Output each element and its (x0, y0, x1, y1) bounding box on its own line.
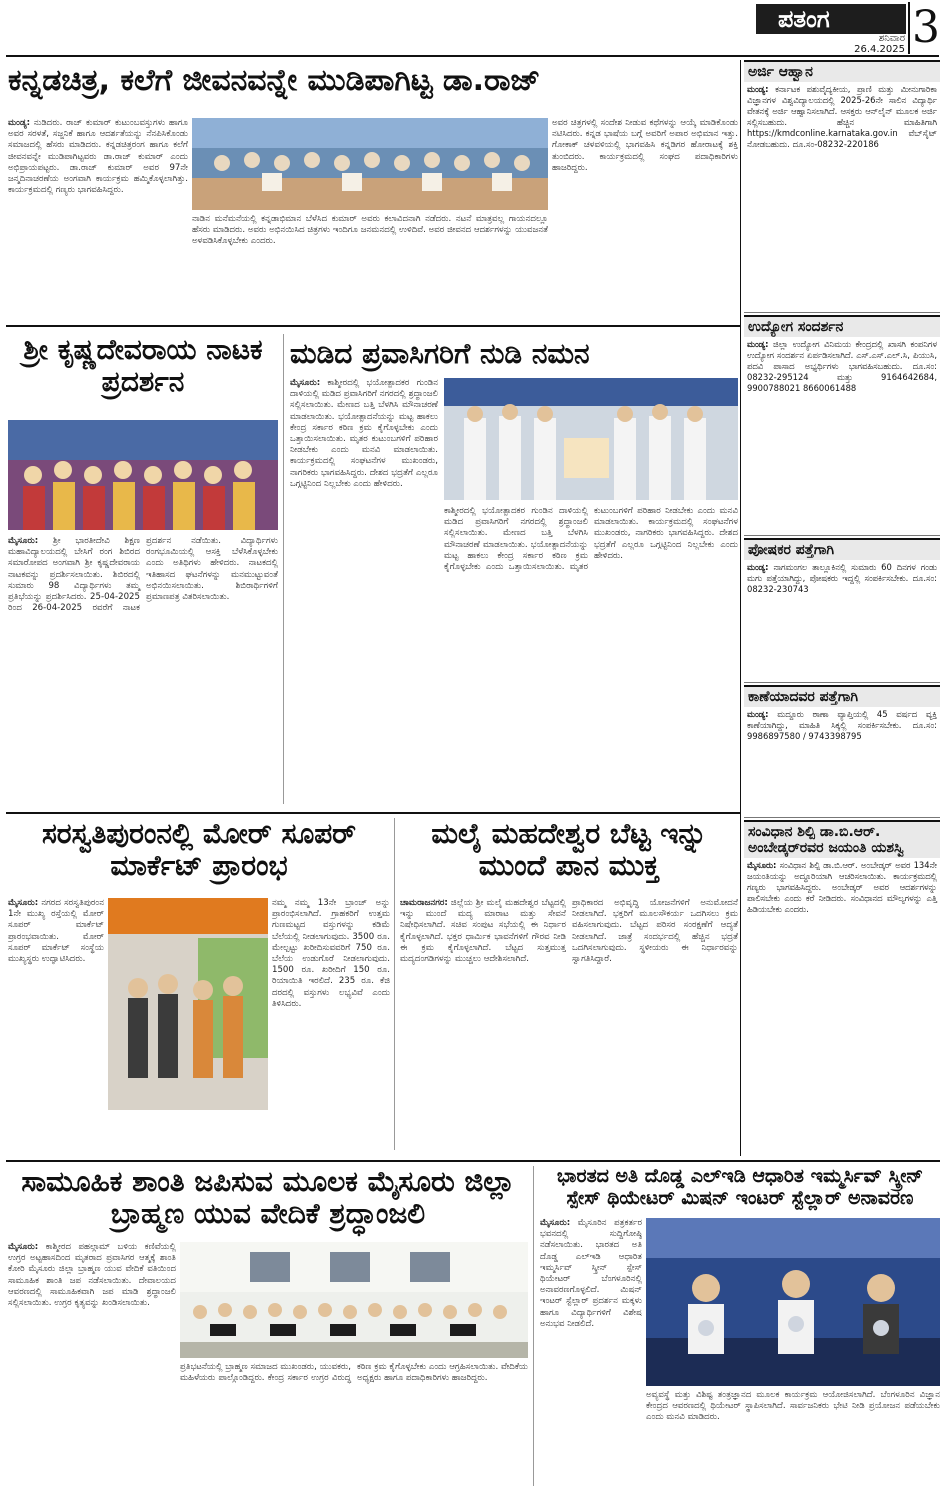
sidebar-item-dateline: ಮಂಡ್ಯ: (747, 339, 769, 349)
sidebar-item-missing (744, 685, 940, 815)
brahmana-photo (180, 1242, 528, 1358)
sidebar-item-body (744, 337, 940, 533)
migrants-photo (444, 378, 738, 500)
supermarket-body-left (8, 898, 104, 1150)
masthead-date (805, 33, 905, 55)
krishnadevaraya-body-text: ಶ್ರೀ ಭಾರತೀದೇವಿ ಶಿಕ್ಷಣ ಮಹಾವಿದ್ಯಾಲಯದಲ್ಲಿ ಬೇಸಿಗೆ ರಂಗ ಶಿಬಿರದ ಸಮಾರೋಪದ ಅಂಗವಾಗಿ ಶ್ರೀ ಕೃಷ್ಣದೇವರಾಯ ನಾಟಕವನ್ನು ಪ್ರದರ್ಶಿಸಲಾಯಿತು. ಶಿಬಿರದಲ್ಲಿ ಸುಮಾರು 98 ವಿದ್ಯಾರ್ಥಿಗಳು ತಮ್ಮ ಪ್ರತಿಭೆಯನ್ನು ಪ್ರದರ್ಶಿಸಿದರು. 25-04-2025 ರಿಂದ 26-04-2025 ರವರೆಗೆ ನಾಟಕ ಪ್ರದರ್ಶನ ನಡೆಯಿತು. ವಿದ್ಯಾರ್ಥಿಗಳು ರಂಗಭೂಮಿಯಲ್ಲಿ ಆಸಕ್ತಿ ಬೆಳೆಸಿಕೊಳ್ಳಬೇಕು ಎಂದು ಅತಿಥಿಗಳು ಹೇಳಿದರು. ನಾಟಕದಲ್ಲಿ ಇತಿಹಾಸದ ಘಟನೆಗಳನ್ನು ಮನಮುಟ್ಟುವಂತೆ ಅಭಿನಯಿಸಲಾಯಿತು. ಶಿಬಿರಾರ್ಥಿಗಳಿಗೆ ಪ್ರಮಾಣಪತ್ರ ವಿತರಿಸಲಾಯಿತು. (8, 536, 278, 614)
krishnadevaraya-body (8, 536, 278, 808)
raj-body-right: ಅವರ ಚಿತ್ರಗಳಲ್ಲಿ ಸಂದೇಶ ನೀಡುವ ಕಥೆಗಳನ್ನು ಆಯ್ಕೆ ಮಾಡಿಕೊಂಡು ನಟಿಸಿದರು. ಕನ್ನಡ ಭಾಷೆಯ ಬಗ್ಗೆ ಅವರಿಗೆ ಅಪಾರ ಅಭಿಮಾನ ಇತ್ತು. ಗೋಕಾಕ್ ಚಳವಳಿಯಲ್ಲಿ ಭಾಗವಹಿಸಿ ಕನ್ನಡಿಗರ ಹೋರಾಟಕ್ಕೆ ಶಕ್ತಿ ತುಂಬಿದರು. ಕಾರ್ಯಕ್ರಮದಲ್ಲಿ ಸಂಘದ ಪದಾಧಿಕಾರಿಗಳು ಹಾಜರಿದ್ದರು. (552, 118, 738, 173)
raj-headline: ಕನ್ನಡಚಿತ್ರ, ಕಲೆಗೆ ಜೀವನವನ್ನೇ ಮುಡಿಪಾಗಿಟ್ಟ ಡಾ.ರಾಜ್ (8, 63, 541, 98)
migrants-body-left (290, 378, 438, 808)
sidebar-item-title: ಅರ್ಜಿ ಆಹ್ವಾನ (744, 60, 940, 82)
migrants-dateline: ಮೈಸೂರು: (290, 378, 321, 388)
supermarket-photo (108, 898, 268, 1110)
migrants-headline: ಮಡಿದ ಪ್ರವಾಸಿಗರಿಗೆ ನುಡಿ ನಮನ (290, 337, 590, 370)
sidebar-item-body (744, 858, 940, 1096)
sidebar-item-dateline: ಮಂಡ್ಯ: (747, 84, 769, 94)
krishnadevaraya-headline: ಶ್ರೀ ಕೃಷ್ಣದೇವರಾಯ ನಾಟಕ ಪ್ರದರ್ಶನ (23, 333, 263, 399)
page-number: 3 (908, 2, 942, 54)
sidebar-item-text: ನಾಗಮಂಗಲ ತಾಲ್ಲೂಕಿನಲ್ಲಿ ಸುಮಾರು 60 ದಿನಗಳ ಗಂಡು ಮಗು ಪತ್ತೆಯಾಗಿದ್ದು, ಪೋಷಕರು ಇದ್ದಲ್ಲಿ ಸಂಪರ್ಕಿಸಬೇಕು. ದೂ.ಸಂ: 08232-230743 (747, 562, 937, 594)
sidebar-rule (740, 60, 741, 1156)
krishnadevaraya-photo (8, 420, 278, 530)
sidebar-item-text: ಸಂವಿಧಾನ ಶಿಲ್ಪಿ ಡಾ.ಬಿ.ಆರ್. ಅಂಬೇಡ್ಕರ್ ಅವರ 134ನೇ ಜಯಂತಿಯನ್ನು ಅದ್ಧೂರಿಯಾಗಿ ಆಚರಿಸಲಾಯಿತು. ಕಾರ್ಯಕ್ರಮದಲ್ಲಿ ಗಣ್ಯರು ಭಾಗವಹಿಸಿದ್ದರು. ಅಂಬೇಡ್ಕರ್ ಅವರ ಆದರ್ಶಗಳನ್ನು ಪಾಲಿಸಬೇಕು ಎಂದು ಕರೆ ನೀಡಿದರು. ಸಂವಿಧಾನದ ಮೌಲ್ಯಗಳನ್ನು ಎತ್ತಿ ಹಿಡಿಯಬೇಕು ಎಂದರು. (747, 860, 937, 914)
brahmana-body-left-text: ಕಾಶ್ಮೀರದ ಪಹಲ್ಗಾಮ್ ಬಳಿಯ ಕಣಿವೆಯಲ್ಲಿ ಉಗ್ರರ ಅಟ್ಟಹಾಸದಿಂದ ಮೃತರಾದ ಪ್ರವಾಸಿಗರ ಆತ್ಮಕ್ಕೆ ಶಾಂತಿ ಕೋರಿ ಮೈಸೂರು ಜಿಲ್ಲಾ ಬ್ರಾಹ್ಮಣ ಯುವ ವೇದಿಕೆ ವತಿಯಿಂದ ಸಾಮೂಹಿಕ ಶಾಂತಿ ಜಪ ನಡೆಸಲಾಯಿತು. ದೇವಾಲಯದ ಆವರಣದಲ್ಲಿ ಸಾಮೂಹಿಕವಾಗಿ ಜಪ ಮಾಡಿ ಶ್ರದ್ಧಾಂಜಲಿ ಸಲ್ಲಿಸಲಾಯಿತು. ಉಗ್ರರ ಕೃತ್ಯವನ್ನು ಖಂಡಿಸಲಾಯಿತು. (8, 1242, 176, 1309)
migrants-body-right: ಕಾಶ್ಮೀರದಲ್ಲಿ ಭಯೋತ್ಪಾದಕರ ಗುಂಡಿನ ದಾಳಿಯಲ್ಲಿ ಮಡಿದ ಪ್ರವಾಸಿಗರಿಗೆ ನಗರದಲ್ಲಿ ಶ್ರದ್ಧಾಂಜಲಿ ಸಲ್ಲಿಸಲಾಯಿತು. ಮೇಣದ ಬತ್ತಿ ಬೆಳಗಿಸಿ ಮೌನಾಚರಣೆ ಮಾಡಲಾಯಿತು. ಭಯೋತ್ಪಾದನೆಯನ್ನು ಮಟ್ಟ ಹಾಕಲು ಕೇಂದ್ರ ಸರ್ಕಾರ ಕಠಿಣ ಕ್ರಮ ಕೈಗೊಳ್ಳಬೇಕು ಎಂದು ಒತ್ತಾಯಿಸಲಾಯಿತು. ಮೃತರ ಕುಟುಂಬಗಳಿಗೆ ಪರಿಹಾರ ನೀಡಬೇಕು ಎಂದು ಮನವಿ ಮಾಡಲಾಯಿತು. ಕಾರ್ಯಕ್ರಮದಲ್ಲಿ ಸಂಘಟನೆಗಳ ಮುಖಂಡರು, ನಾಗರಿಕರು ಭಾಗವಹಿಸಿದ್ದರು. ದೇಶದ ಭದ್ರತೆಗೆ ಎಲ್ಲರೂ ಒಗ್ಗಟ್ಟಿನಿಂದ ನಿಲ್ಲಬೇಕು ಎಂದು ಹೇಳಿದರು. (444, 506, 738, 573)
masthead-rule (6, 55, 939, 57)
mm-hills-body-left-text: ಜಿಲ್ಲೆಯ ಶ್ರೀ ಮಲೈ ಮಹದೇಶ್ವರ ಬೆಟ್ಟದಲ್ಲಿ ಇನ್ನು ಮುಂದೆ ಮದ್ಯ ಮಾರಾಟ ಮತ್ತು ಸೇವನೆ ನಿಷೇಧಿಸಲಾಗಿದೆ. ಸಚಿವ ಸಂಪುಟ ಸಭೆಯಲ್ಲಿ ಈ ನಿರ್ಧಾರ ಕೈಗೊಳ್ಳಲಾಗಿದೆ. ಭಕ್ತರ ಧಾರ್ಮಿಕ ಭಾವನೆಗಳಿಗೆ ಗೌರವ ನೀಡಿ ಈ ಕ್ರಮ ಕೈಗೊಳ್ಳಲಾಗಿದೆ. ಬೆಟ್ಟದ ಸುತ್ತಮುತ್ತ ಮದ್ಯದಂಗಡಿಗಳನ್ನು ಮುಚ್ಚಲು ಆದೇಶಿಸಲಾಗಿದೆ. (400, 898, 566, 965)
sidebar-item-ambedkar (744, 820, 940, 1096)
supermarket-body-right: ನಮ್ಮ ನಮ್ಮ 13ನೇ ಬ್ರಾಂಚ್ ಅನ್ನು ಪ್ರಾರಂಭಿಸಲಾಗಿದೆ. ಗ್ರಾಹಕರಿಗೆ ಉತ್ತಮ ಗುಣಮಟ್ಟದ ವಸ್ತುಗಳನ್ನು ಕಡಿಮೆ ಬೆಲೆಯಲ್ಲಿ ನೀಡಲಾಗುವುದು. 3500 ರೂ. ಮೇಲ್ಪಟ್ಟು ಖರೀದಿಸುವವರಿಗೆ 750 ರೂ. ಬೆಲೆಯ ಉಡುಗೊರೆ ನೀಡಲಾಗುವುದು. 1500 ರೂ. ಖರೀದಿಗೆ 150 ರೂ. ರಿಯಾಯಿತಿ ಇರಲಿದೆ. 235 ರೂ. ಕೆಜಿ ದರದಲ್ಲಿ ವಸ್ತುಗಳು ಲಭ್ಯವಿವೆ ಎಂದು ತಿಳಿಸಿದರು. (272, 898, 390, 1009)
column-rule (394, 818, 395, 1150)
sidebar-item-body (744, 82, 940, 310)
section-rule (6, 812, 740, 814)
brahmana-body-left (8, 1242, 176, 1486)
brahmana-body-right: ಪ್ರತಿಭಟನೆಯಲ್ಲಿ ಬ್ರಾಹ್ಮಣ ಸಮಾಜದ ಮುಖಂಡರು, ಯುವಕರು, ಮಹಿಳೆಯರು ಪಾಲ್ಗೊಂಡಿದ್ದರು. ಕೇಂದ್ರ ಸರ್ಕಾರ ಉಗ್ರರ ವಿರುದ್ಧ ಕಠಿಣ ಕ್ರಮ ಕೈಗೊಳ್ಳಬೇಕು ಎಂದು ಆಗ್ರಹಿಸಲಾಯಿತು. ವೇದಿಕೆಯ ಅಧ್ಯಕ್ಷರು ಹಾಗೂ ಪದಾಧಿಕಾರಿಗಳು ಹಾಜರಿದ್ದರು. (180, 1362, 528, 1384)
masthead-brand: ಪತಂಗ (756, 4, 906, 34)
theatre-body-left (540, 1218, 642, 1386)
brahmana-headline: ಸಾಮೂಹಿಕ ಶಾಂತಿ ಜಪಿಸುವ ಮೂಲಕ ಮೈಸೂರು ಜಿಲ್ಲಾ ಬ್ರಾಹ್ಮಣ ಯುವ ವೇದಿಕೆ ಶ್ರದ್ಧಾಂಜಲಿ (21, 1165, 515, 1231)
brahmana-dateline: ಮೈಸೂರು: (8, 1242, 39, 1252)
sidebar-item-dateline: ಮಂಡ್ಯ: (747, 709, 769, 719)
sidebar-item-dateline: ಮಂಡ್ಯ: (747, 562, 769, 572)
sidebar-item-title: ಉದ್ಯೋಗ ಸಂದರ್ಶನ (744, 315, 940, 337)
sidebar-item-body (744, 560, 940, 680)
sidebar-item-title: ಕಾಣೆಯಾದವರ ಪತ್ತೆಗಾಗಿ (744, 685, 940, 707)
sidebar-item-parents (744, 538, 940, 680)
sidebar-item-body (744, 707, 940, 815)
raj-body-mid: ನಾಡಿನ ಮನೆಮನೆಯಲ್ಲಿ ಕನ್ನಡಾಭಿಮಾನ ಬೆಳೆಸಿದ ಕುಮಾರ್ ಅವರು ಕಲಾವಿದನಾಗಿ ನಡೆದರು. ನಟನೆ ಮಾತ್ರವಲ್ಲ ಗಾಯನದಲ್ಲೂ ಹೆಸರು ಮಾಡಿದರು. ಅವರು ಅಭಿನಯಿಸಿದ ಚಿತ್ರಗಳು ಇಂದಿಗೂ ಜನಮನದಲ್ಲಿ ಉಳಿದಿವೆ. ಅವರ ಜೀವನದ ಆದರ್ಶಗಳನ್ನು ಯುವಜನತೆ ಅಳವಡಿಸಿಕೊಳ್ಳಬೇಕು ಎಂದರು. (192, 214, 548, 247)
section-rule (6, 1160, 940, 1162)
mm-hills-dateline: ಚಾಮರಾಜನಗರ: (400, 898, 448, 908)
sidebar (744, 60, 940, 1160)
mm-hills-body-left (400, 898, 566, 1150)
section-rule (6, 325, 740, 327)
mm-hills-body-right: ಪ್ರಾಧಿಕಾರದ ಅಭಿವೃದ್ಧಿ ಯೋಜನೆಗಳಿಗೆ ಅನುಮೋದನೆ ನೀಡಲಾಗಿದೆ. ಭಕ್ತರಿಗೆ ಮೂಲಸೌಕರ್ಯ ಒದಗಿಸಲು ಕ್ರಮ ವಹಿಸಲಾಗುವುದು. ಬೆಟ್ಟದ ಪರಿಸರ ಸಂರಕ್ಷಣೆಗೆ ಆದ್ಯತೆ ನೀಡಲಾಗಿದೆ. ಜಾತ್ರೆ ಸಂದರ್ಭದಲ್ಲಿ ಹೆಚ್ಚಿನ ಭದ್ರತೆ ಒದಗಿಸಲಾಗುವುದು. ಸ್ಥಳೀಯರು ಈ ನಿರ್ಧಾರವನ್ನು ಸ್ವಾಗತಿಸಿದ್ದಾರೆ. (572, 898, 738, 965)
theatre-headline: ಭಾರತದ ಅತಿ ದೊಡ್ಡ ಎಲ್‌ಇಡಿ ಆಧಾರಿತ ಇಮ್ಮರ್ಸಿವ್ ಸ್ಕ್ರೀನ್ ಸ್ಪೇಸ್ ಥಿಯೇಟರ್ ಮಿಷನ್ ಇಂಟರ್ ಸ್ಟೆಲ್ಲಾರ್ ಅನಾವರಣ (556, 1165, 924, 1209)
theatre-body-left-text: ಮೈಸೂರಿನ ಪತ್ರಕರ್ತರ ಭವನದಲ್ಲಿ ಸುದ್ದಿಗೋಷ್ಠಿ ನಡೆಸಲಾಯಿತು. ಭಾರತದ ಅತಿ ದೊಡ್ಡ ಎಲ್‌ಇಡಿ ಆಧಾರಿತ ಇಮ್ಮರ್ಸಿವ್ ಸ್ಕ್ರೀನ್ ಸ್ಪೇಸ್ ಥಿಯೇಟರ್ ಬೆಂಗಳೂರಿನಲ್ಲಿ ಅನಾವರಣಗೊಳ್ಳಲಿದೆ. ಮಿಷನ್ ಇಂಟರ್ ಸ್ಟೆಲ್ಲಾರ್ ಪ್ರದರ್ಶನ ಮಕ್ಕಳು ಹಾಗೂ ವಿದ್ಯಾರ್ಥಿಗಳಿಗೆ ವಿಶೇಷ ಅನುಭವ ನೀಡಲಿದೆ. (540, 1218, 642, 1329)
masthead-day: ಶನಿವಾರ (878, 33, 905, 44)
masthead-date-value: 26.4.2025 (854, 44, 905, 55)
supermarket-body-left-text: ನಗರದ ಸರಸ್ವತಿಪುರಂನ 1ನೇ ಮುಖ್ಯ ರಸ್ತೆಯಲ್ಲಿ ಮೋರ್ ಸೂಪರ್ ಮಾರ್ಕೆಟ್ ಪ್ರಾರಂಭವಾಯಿತು. ಮೋರ್ ಸೂಪರ್ ಮಾರ್ಕೆಟ್ ಸಂಸ್ಥೆಯ ಮುಖ್ಯಸ್ಥರು ಉದ್ಘಾಟಿಸಿದರು. (8, 898, 104, 965)
supermarket-dateline: ಮೈಸೂರು: (8, 898, 39, 908)
migrants-body-text: ಕಾಶ್ಮೀರದಲ್ಲಿ ಭಯೋತ್ಪಾದಕರ ಗುಂಡಿನ ದಾಳಿಯಲ್ಲಿ ಮಡಿದ ಪ್ರವಾಸಿಗರಿಗೆ ನಗರದಲ್ಲಿ ಶ್ರದ್ಧಾಂಜಲಿ ಸಲ್ಲಿಸಲಾಯಿತು. ಮೇಣದ ಬತ್ತಿ ಬೆಳಗಿಸಿ ಮೌನಾಚರಣೆ ಮಾಡಲಾಯಿತು. ಭಯೋತ್ಪಾದನೆಯನ್ನು ಮಟ್ಟ ಹಾಕಲು ಕೇಂದ್ರ ಸರ್ಕಾರ ಕಠಿಣ ಕ್ರಮ ಕೈಗೊಳ್ಳಬೇಕು ಎಂದು ಒತ್ತಾಯಿಸಲಾಯಿತು. ಮೃತರ ಕುಟುಂಬಗಳಿಗೆ ಪರಿಹಾರ ನೀಡಬೇಕು ಎಂದು ಮನವಿ ಮಾಡಲಾಯಿತು. ಕಾರ್ಯಕ್ರಮದಲ್ಲಿ ಸಂಘಟನೆಗಳ ಮುಖಂಡರು, ನಾಗರಿಕರು ಭಾಗವಹಿಸಿದ್ದರು. ದೇಶದ ಭದ್ರತೆಗೆ ಎಲ್ಲರೂ ಒಗ್ಗಟ್ಟಿನಿಂದ ನಿಲ್ಲಬೇಕು ಎಂದು ಹೇಳಿದರು. (290, 378, 438, 489)
raj-body-left (8, 118, 188, 318)
sidebar-item-job-interview (744, 315, 940, 533)
supermarket-headline: ಸರಸ್ವತಿಪುರಂನಲ್ಲಿ ಮೋರ್ ಸೂಪರ್ ಮಾರ್ಕೆಟ್ ಪ್ರಾರಂಭ (41, 817, 357, 883)
raj-body-left-text: ನುಡಿದರು. ರಾಜ್ ಕುಮಾರ್ ಕುಟುಂಬವಸ್ತುಗಳು ಹಾಗೂ ಅವರ ಸರಳತೆ, ಸಜ್ಜನಿಕೆ ಹಾಗೂ ಆದರ್ಶತೆಯನ್ನು ನೆನಪಿಸಿಕೊಂಡು ಸಮಾಜದಲ್ಲಿ ಹೆಸರು ಮಾಡಿದರು. ಕನ್ನಡಚಿತ್ರರಂಗ ಹಾಗೂ ಕಲೆಗೆ ಜೀವನವನ್ನೇ ಮುಡಿಪಾಗಿಟ್ಟವರು ಡಾ.ರಾಜ್ ಕುಮಾರ್ ಎಂದು ಅಭಿಪ್ರಾಯಪಟ್ಟರು. ಡಾ.ರಾಜ್ ಕುಮಾರ್ ಅವರ 97ನೇ ಜನ್ಮದಿನಾಚರಣೆಯ ಅಂಗವಾಗಿ ಕಾರ್ಯಕ್ರಮ ಹಮ್ಮಿಕೊಳ್ಳಲಾಗಿತ್ತು. ಕಾರ್ಯಕ್ರಮದಲ್ಲಿ ಗಣ್ಯರು ಭಾಗವಹಿಸಿದ್ದರು. (8, 118, 188, 196)
sidebar-item-dateline: ಮೈಸೂರು: (747, 860, 777, 870)
column-rule (283, 334, 284, 804)
krishnadevaraya-dateline: ಮೈಸೂರು: (8, 536, 39, 546)
sidebar-item-text: ಕರ್ನಾಟಕ ಪಶುವೈದ್ಯಕೀಯ, ಪ್ರಾಣಿ ಮತ್ತು ಮೀನುಗಾರಿಕಾ ವಿಜ್ಞಾನಗಳ ವಿಶ್ವವಿದ್ಯಾಲಯದಲ್ಲಿ 2025-26ನೇ ಸಾಲಿನ ವಿದ್ಯಾರ್ಥಿ ವೇತನಕ್ಕೆ ಅರ್ಜಿ ಆಹ್ವಾನಿಸಲಾಗಿದೆ. ಆಸಕ್ತರು ಆನ್‌ಲೈನ್ ಮೂಲಕ ಅರ್ಜಿ ಸಲ್ಲಿಸಬಹುದು. ಹೆಚ್ಚಿನ ಮಾಹಿತಿಗಾಗಿ https://kmdconline.karnataka.gov.in ವೆಬ್‌ಸೈಟ್ ನೋಡಬಹುದು. ದೂ.ಸಂ-08232-220186 (747, 84, 937, 149)
raj-photo (192, 118, 548, 210)
raj-dateline: ಮಂಡ್ಯ: (8, 118, 31, 128)
sidebar-item-text: ಮದ್ದೂರು ಠಾಣಾ ವ್ಯಾಪ್ತಿಯಲ್ಲಿ 45 ವರ್ಷದ ವ್ಯಕ್ತಿ ಕಾಣೆಯಾಗಿದ್ದು, ಮಾಹಿತಿ ಸಿಕ್ಕಲ್ಲಿ ಸಂಪರ್ಕಿಸಬೇಕು. ದೂ.ಸಂ: 9986897580 / 9743398795 (747, 709, 937, 741)
sidebar-item-application (744, 60, 940, 310)
theatre-dateline: ಮೈಸೂರು: (540, 1218, 571, 1228)
theatre-body-right: ಅವ್ಯವಸ್ಥೆ ಮತ್ತು ವಿಶಿಷ್ಟ ತಂತ್ರಜ್ಞಾನದ ಮೂಲಕ ಕಾರ್ಯಕ್ರಮ ಆಯೋಜಿಸಲಾಗಿದೆ. ಬೆಂಗಳೂರಿನ ವಿಜ್ಞಾನ ಕೇಂದ್ರದ ಆವರಣದಲ್ಲಿ ಥಿಯೇಟರ್ ಸ್ಥಾಪಿಸಲಾಗಿದೆ. ಸಾರ್ವಜನಿಕರು ಭೇಟಿ ನೀಡಿ ಪ್ರಯೋಜನ ಪಡೆಯಬೇಕು ಎಂದು ಮನವಿ ಮಾಡಿದರು. (646, 1390, 940, 1423)
theatre-photo (646, 1218, 940, 1386)
sidebar-item-title: ಸಂವಿಧಾನ ಶಿಲ್ಪಿ ಡಾ.ಬಿ.ಆರ್. ಅಂಬೇಡ್ಕರ್‌ರವರ ಜಯಂತಿ ಯಶಸ್ವಿ (744, 820, 940, 858)
sidebar-item-text: ಜಿಲ್ಲಾ ಉದ್ಯೋಗ ವಿನಿಮಯ ಕೇಂದ್ರದಲ್ಲಿ ಖಾಸಗಿ ಕಂಪನಿಗಳ ಉದ್ಯೋಗ ಸಂದರ್ಶನ ಏರ್ಪಡಿಸಲಾಗಿದೆ. ಎಸ್.ಎಸ್.ಎಲ್.ಸಿ, ಪಿಯುಸಿ, ಪದವಿ ಪಾಸಾದ ಅಭ್ಯರ್ಥಿಗಳು ಭಾಗವಹಿಸಬಹುದು. ದೂ.ಸಂ: 08232-295124 ಮತ್ತು 9164642684, 9900788021 8660061488 (747, 339, 937, 393)
column-rule (533, 1166, 534, 1486)
sidebar-item-title: ಪೋಷಕರ ಪತ್ತೆಗಾಗಿ (744, 538, 940, 560)
mm-hills-headline: ಮಲೈ ಮಹದೇಶ್ವರ ಬೆಟ್ಟ ಇನ್ನು ಮುಂದೆ ಪಾನ ಮುಕ್ತ (431, 817, 707, 883)
